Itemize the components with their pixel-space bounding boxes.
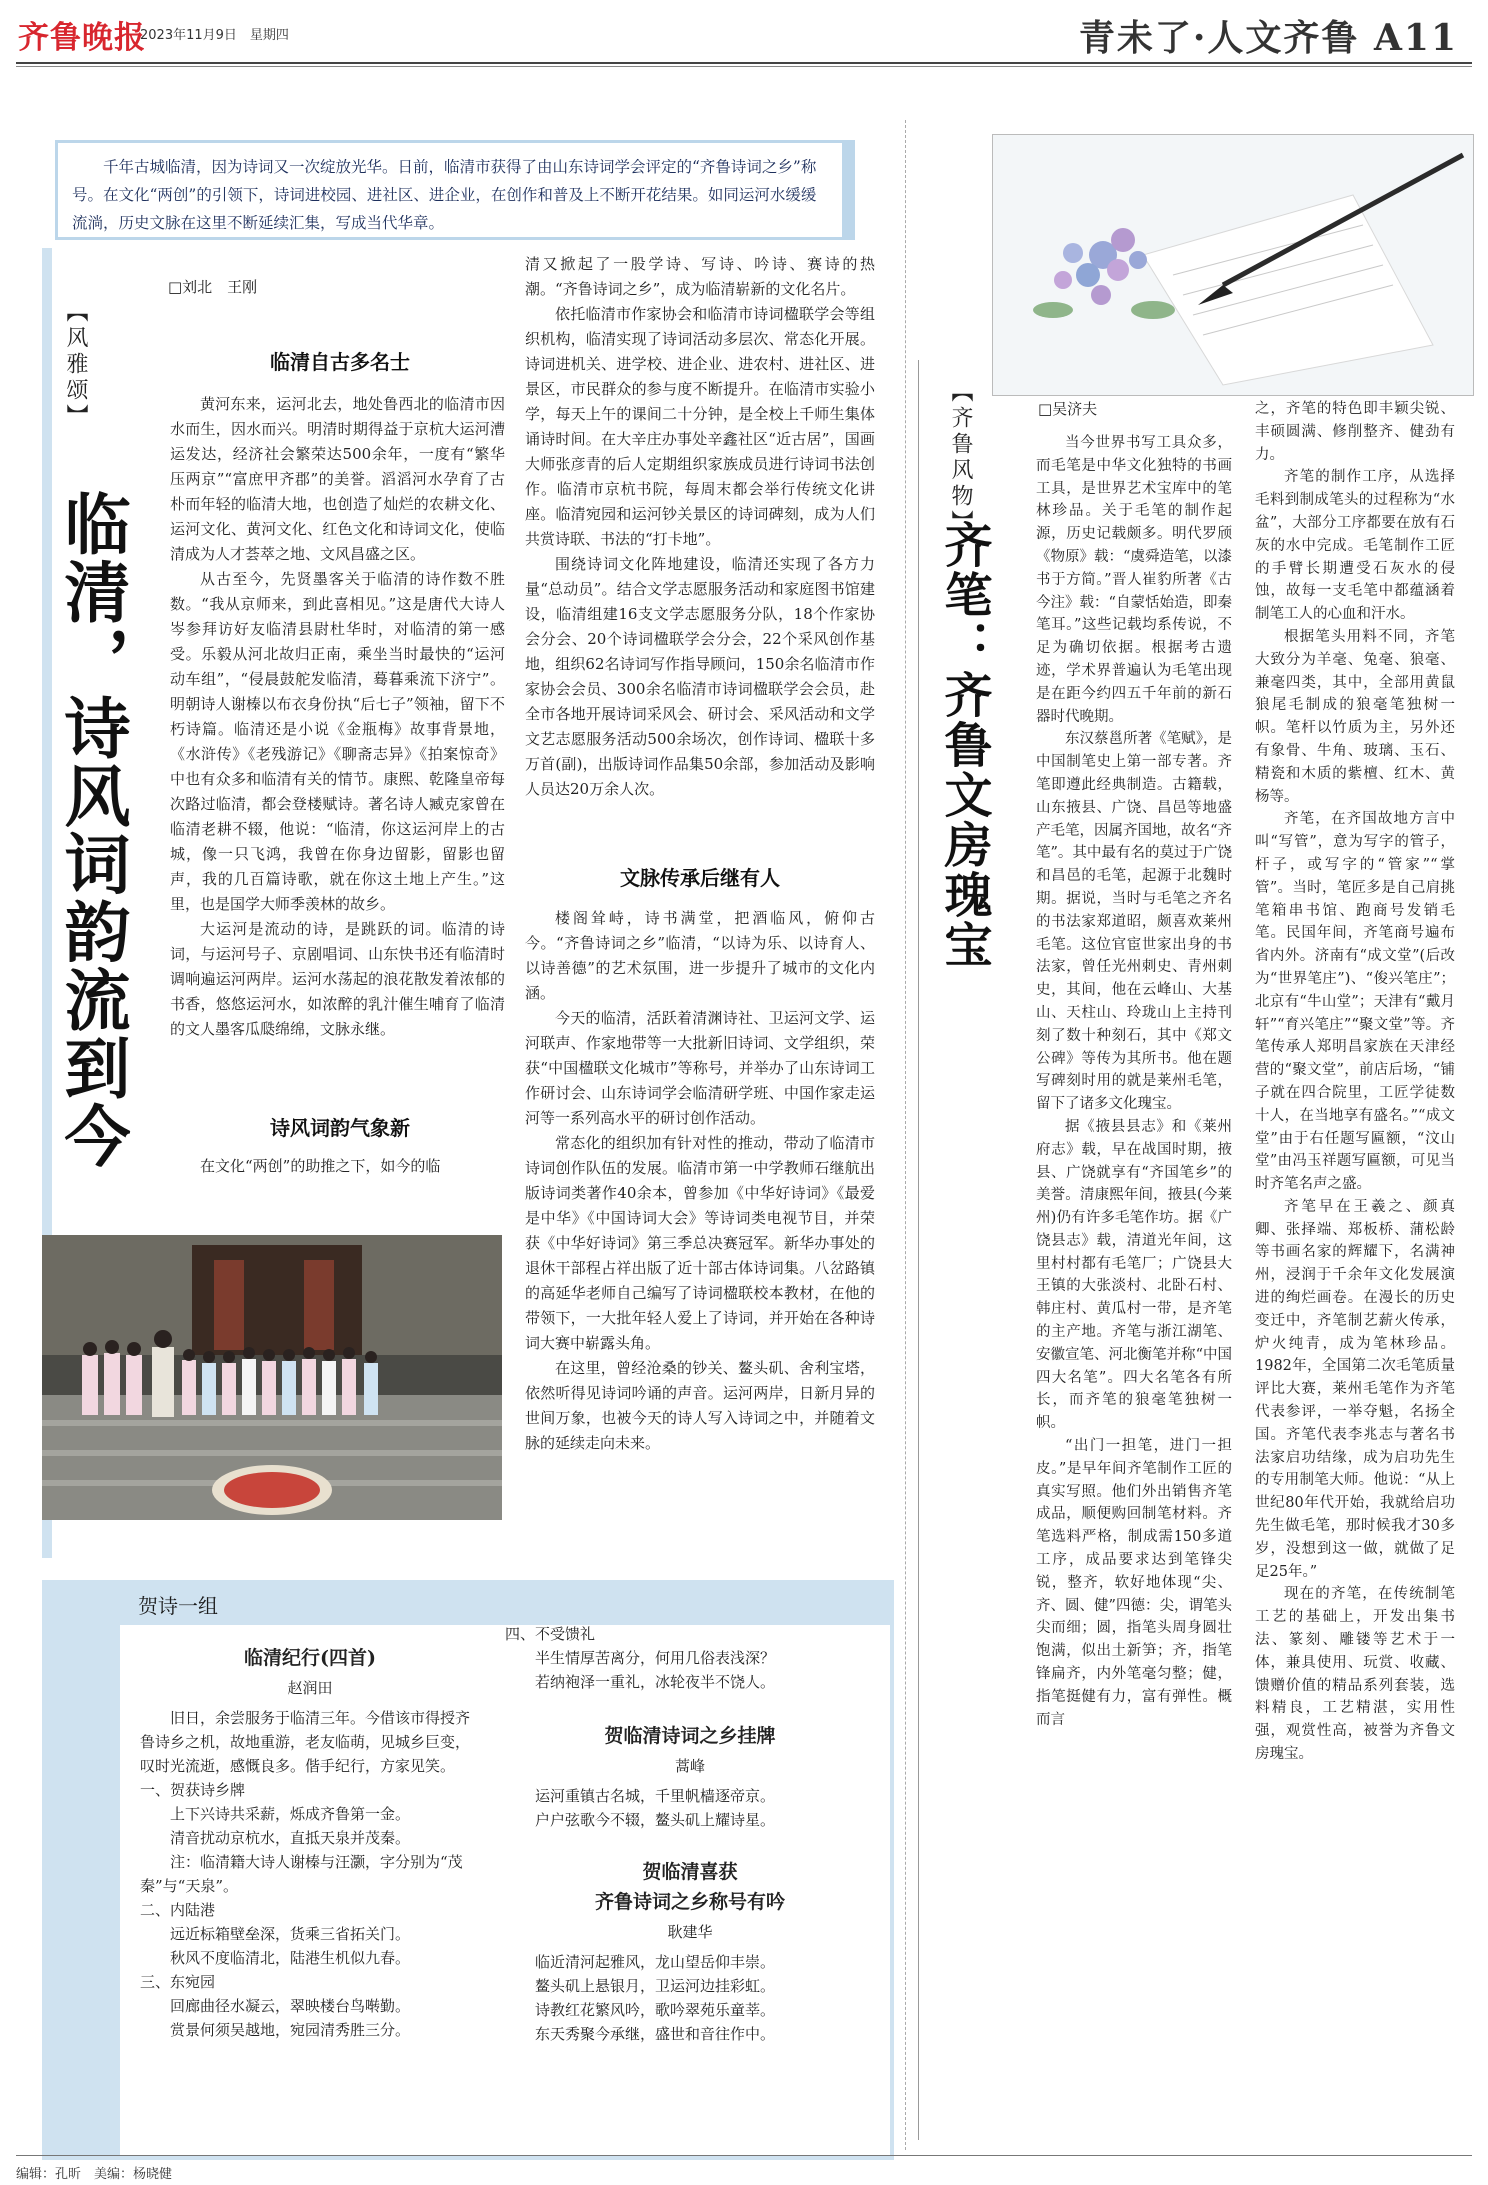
poem-1: [140, 1640, 480, 2042]
poem-author: 赵润田: [287, 1679, 333, 1697]
poem-line: 诗教红花繁风吟，歌吟翠苑乐童莘。: [535, 2001, 776, 2019]
paragraph: 东汉蔡邕所著《笔赋》，是中国制笔史上第一部专著。齐笔即遵此经典制造。古籍载，山东掖县、广饶、昌邑等地盛产毛笔，因属齐国地，故名“齐笔”。其中最有名的莫过于广饶和昌邑的毛笔，起源于北魏时期。据说，当时与毛笔之齐名的书法家郑道昭，颇喜欢莱州毛笔。这位官宦世家出身的书法家，曾任光州刺史、青州刺史，其间，他在云峰山、大基山、天柱山、玲珑山上主持刊刻了数十种刻石，其中《郑文公碑》等传为其所书。他在题写碑刻时用的就是莱州毛笔，留下了诸多文化瑰宝。: [1036, 731, 1232, 1113]
poem-line: 户户弦歌今不辍，鳌头矶上耀诗星。: [535, 1811, 776, 1829]
poem-title: 贺临清诗词之乡挂牌: [604, 1725, 776, 1747]
poem-line: 临近清河起雅风，龙山望岳仰丰崇。: [535, 1953, 776, 1971]
paragraph: 齐笔早在王羲之、颜真卿、张择端、郑板桥、蒲松龄等书画名家的辉耀下，名满神州，浸润于千余年文化发展演进的绚烂画卷。在漫长的历史变迁中，齐笔制艺薪火传承，炉火纯青，成为笔林珍品。1982年，全国第二次毛笔质量评比大赛，莱州毛笔作为齐笔代表参评，一举夺魁，名扬全国。齐笔代表李兆志与著名书法家启功结缘，成为启功先生的专用制笔大师。他说：“从上世纪80年代开始，我就给启功先生做毛笔，那时候我才30多岁，没想到这一做，就做了足足25年。”: [1255, 1198, 1455, 1580]
illustration-frame: [992, 134, 1474, 396]
paragraph: 常态化的组织加有针对性的推动，带动了临清市诗词创作队伍的发展。临清市第一中学教师石继航出版诗词类著作40余本，曾参加《中华好诗词》《最爱是中华》《中国诗词大会》等诗词类电视节目，并荣获《中华好诗词》第三季总决赛冠军。新华办事处的退休干部程占祥出版了近十部古体诗词集。八岔路镇的高延华老师自己编写了诗词楹联校本教材，在他的带领下，一大批年轻人爱上了诗词，并开始在各种诗词大赛中崭露头角。: [525, 1134, 875, 1352]
poem-line: 运河重镇古名城，千里帆樯逐帝京。: [535, 1787, 776, 1805]
column-rule: [918, 360, 919, 2140]
paragraph: 在这里，曾经沧桑的钞关、鳌头矶、舍利宝塔，依然听得见诗词吟诵的声音。运河两岸，日新月异的世间万象，也被今天的诗人写入诗词之中，并随着文脉的延续走向未来。: [525, 1359, 875, 1452]
poem-1-continued: [505, 1622, 875, 2046]
section-title: 青未了·人文齐鲁 A11: [1078, 17, 1458, 59]
poem-line: 秋风不度临清北，陆港生机似九春。: [170, 1949, 411, 1967]
article-title: 齐笔：齐鲁文房瑰宝: [936, 520, 992, 970]
poem-line: 清音扰动京杭水，直抵天泉并茂秦。: [170, 1829, 411, 1847]
paragraph: 之，齐笔的特色即丰颖尖锐、丰硕圆满、修削整齐、健劲有力。: [1255, 401, 1455, 463]
poem-section-heading: 一、贺获诗乡牌: [140, 1781, 246, 1799]
poem-intro: 旧日，余尝服务于临清三年。今借该市得授齐鲁诗乡之机，故地重游，老友临萌，见城乡巨变，叹时光流逝，感慨良多。偕手纪行，方家见笑。: [140, 1709, 471, 1775]
subheading: 临清自古多名士: [270, 350, 410, 374]
event-photo: [42, 1235, 502, 1520]
column-tag: 【齐鲁风物】: [948, 380, 973, 536]
article-column-3: [1036, 432, 1232, 1731]
paragraph: 当今世界书写工具众多，而毛笔是中华文化独特的书画工具，是世界艺术宝库中的笔林珍品。关于毛笔的制作起源，历史记载颇多。明代罗颀《物原》载：“虞舜造笔，以漆书于方简。”晋人崔豹所著《古今注》载：“自蒙恬始造，即秦笔耳。”这些记载均系传说，不足为确切依据。根据考古遗迹，学术界普遍认为毛笔出现是在距今约四五千年前的新石器时代晚期。: [1036, 435, 1232, 725]
article-column-4: [1255, 398, 1455, 1766]
poem-line: 半生情厚苦离分，何用几俗表浅深？: [535, 1649, 776, 1667]
column-tag: 【风雅颂】: [63, 300, 88, 430]
article-column-1-end: [170, 1154, 505, 1179]
poem-line: 东天秀聚今承继，盛世和音往作中。: [535, 2025, 776, 2043]
poem-section-heading: 四、不受馈礼: [505, 1625, 596, 1643]
poem-line: 若纳袍泽一重礼，冰轮夜半不饶人。: [535, 1673, 776, 1691]
poem-title: 齐鲁诗词之乡称号有吟: [594, 1891, 785, 1913]
paragraph: 黄河东来，运河北去，地处鲁西北的临清市因水而生，因水而兴。明清时期得益于京杭大运河漕运发达，经济社会繁荣达500余年，一度有“繁华压两京”“富庶甲齐郡”的美誉。滔滔河水孕育了古朴而年轻的临清大地，也创造了灿烂的农耕文化、运河文化、黄河文化、红色文化和诗词文化，使临清成为人才荟萃之地、文风昌盛之区。: [170, 395, 505, 563]
article-byline: □刘北 王刚: [168, 278, 258, 296]
paragraph: 依托临清市作家协会和临清市诗词楹联学会等组织机构，临清实现了诗词活动多层次、常态化开展。诗词进机关、进学校、进企业、进农村、进社区、进景区，市民群众的参与度不断提升。在临清市实验小学，每天上午的课间二十分钟，是全校上千师生集体诵诗时间。在大辛庄办事处辛鑫社区“近古居”，国画大师张彦青的后人定期组织家族成员进行诗词书法创作。临清市京杭书院，每周末都会举行传统文化讲座。临清宛园和运河钞关景区的诗词碑刻，成为人们共赏诗联、书法的“打卡地”。: [525, 305, 875, 548]
poem-title: 临清纪行(四首): [244, 1647, 376, 1669]
poem-line: 赏景何须吴越地，宛园清秀胜三分。: [170, 2021, 411, 2039]
paragraph: 从古至今，先贤墨客关于临清的诗作数不胜数。“我从京师来，到此喜相见。”这是唐代大诗人岑参拜访好友临清县尉杜华时，对临清的第一感受。乐毅从河北故归正南，乘坐当时最快的“运河动车组”，“侵晨鼓舵发临清，蓦暮乘流下济宁”。明朝诗人谢榛以布衣身份执“后七子”领袖，留下不朽诗篇。临清还是小说《金瓶梅》故事背景地，《水浒传》《老残游记》《聊斋志异》《拍案惊奇》中也有众多和临清有关的情节。康熙、乾隆皇帝每次路过临清，都会登楼赋诗。著名诗人臧克家曾在临清老耕不辍，他说：“临清，你这运河岸上的古城，像一只飞鸿，我曾在你身边留影，留影也留声，我的几百篇诗歌，就在你这土地上产生。”这里，也是国学大师季羡林的故乡。: [170, 570, 505, 913]
poem-section-heading: 二、内陆港: [140, 1901, 216, 1919]
subheading: 文脉传承后继有人: [620, 866, 780, 890]
lead-text: 千年古城临清，因为诗词又一次绽放光华。日前，临清市获得了由山东诗词学会评定的“齐鲁诗词之乡”称号。在文化“两创”的引领下，诗词进校园、进社区、进企业，在创作和普及上不断开花结果。如同运河水缓缓流淌，历史文脉在这里不断延续汇集，写成当代华章。: [72, 158, 817, 232]
issue-date: 2023年11月9日 星期四: [140, 28, 289, 43]
paragraph: 齐笔，在齐国故地方言中叫“写管”，意为写字的管子，杆子，或写字的“管家”“掌管”。当时，笔匠多是自己肩挑笔箱串书馆、跑商号发销毛笔。民国年间，齐笔商号遍布省内外。济南有“成文堂”(后改为“世界笔庄”)、“俊兴笔庄”；北京有“牛山堂”；天津有“戴月轩”“育兴笔庄”“聚文堂”等。齐笔传承人郑明昌家族在天津经营的“聚文堂”，前店后场，“铺子就在四合院里，工匠学徒数十人，在当地享有盛名。”“成文堂”由于右任题写匾额，“汶山堂”由冯玉祥题写匾额，可见当时齐笔名声之盛。: [1255, 811, 1455, 1193]
brush-illustration: [993, 135, 1473, 395]
paragraph: “出门一担笔，进门一担皮。”是早年间齐笔制作工匠的真实写照。他们外出销售齐笔成品，顺便购回制笔材料。齐笔选料严格，制成需150多道工序，成品要求达到笔锋尖锐，整齐，软好地体现“尖、齐、圆、健”四德：尖，谓笔头尖而细；圆，指笔头周身圆壮饱满，似出土新笋；齐，指笔锋扁齐，内外笔毫匀整；健，指笔挺健有力，富有弹性。概而言: [1036, 1438, 1232, 1728]
poem-title: 贺临清喜获: [642, 1861, 738, 1883]
subheading: 诗风词韵气象新: [270, 1116, 410, 1140]
column-divider: [905, 120, 906, 2150]
footer-rule: [16, 2155, 1472, 2156]
newspaper-logo: 齐鲁晚报: [18, 20, 146, 56]
paragraph: 在文化“两创”的助推之下，如今的临: [200, 1157, 441, 1175]
editor-credits: 编辑：孔昕 美编：杨晓健: [16, 2167, 173, 2182]
poem-line: 回廊曲径水凝云，翠映楼台鸟啭勤。: [170, 1997, 411, 2015]
article-column-2: [525, 252, 875, 802]
paragraph: 据《掖县县志》和《莱州府志》载，早在战国时期，掖县、广饶就享有“齐国笔乡”的美誉。清康熙年间，掖县(今莱州)仍有许多毛笔作坊。据《广饶县志》载，清道光年间，这里村村都有毛笔厂；广饶县大王镇的大张淡村、北卧石村、韩庄村、黄瓜村一带，是齐笔的主产地。齐笔与浙江湖笔、安徽宣笔、河北衡笔并称“中国四大名笔”。四大名笔各有所长，而齐笔的狼毫笔独树一帜。: [1036, 1118, 1232, 1432]
poem-note: 注：临清籍大诗人谢榛与汪灏，字分别为“茂秦”与“天泉”。: [140, 1853, 463, 1895]
poem-author: 耿建华: [667, 1923, 713, 1941]
paragraph: 大运河是流动的诗，是跳跃的词。临清的诗词，与运河号子、京剧唱词、山东快书还有临清时调响遍运河两岸。运河水荡起的浪花散发着浓郁的书香，悠悠运河水，如浓醉的乳汁催生哺育了临清的文人墨客瓜瓞绵绵，文脉永继。: [170, 920, 505, 1038]
paragraph: 楼阁耸峙，诗书满堂，把酒临风，俯仰古今。“齐鲁诗词之乡”临清，“以诗为乐、以诗育人、以诗善德”的艺术氛围，进一步提升了城市的文化内涵。: [525, 909, 875, 1002]
article-column-1: [170, 392, 505, 1042]
poem-line: 鳌头矶上悬银月，卫运河边挂彩虹。: [535, 1977, 776, 1995]
paragraph: 围绕诗词文化阵地建设，临清还实现了各方力量“总动员”。结合文学志愿服务活动和家庭图书馆建设，临清组建16支文学志愿服务分队，18个作家协会分会、20个诗词楹联学会分会，22个采风创作基地，组织62名诗词写作指导顾问，150余名临清市作家协会会员、300余名临清市诗词楹联学会会员，赴全市各地开展诗词采风会、研讨会、采风活动和文学文艺志愿服务活动500余场次，创作诗词、楹联十多万首(副)，出版诗词作品集50余部，参加活动及影响人员达20万余人次。: [525, 555, 875, 798]
paragraph: 清又掀起了一股学诗、写诗、吟诗、赛诗的热潮。“齐鲁诗词之乡”，成为临清崭新的文化名片。: [525, 255, 875, 298]
header-rule: [16, 62, 1472, 64]
paragraph: 根据笔头用料不同，齐笔大致分为羊毫、兔毫、狼毫、兼毫四类，其中，全部用黄鼠狼尾毛制成的狼毫笔独树一帜。笔杆以竹质为主，另外还有象骨、牛角、玻璃、玉石、精瓷和木质的紫檀、红木、黄杨等。: [1255, 628, 1455, 805]
paragraph: 现在的齐笔，在传统制笔工艺的基础上，开发出集书法、篆刻、雕镂等艺术于一体，兼具使用、玩赏、收藏、馈赠价值的精品系列套装，选料精良，工艺精湛，实用性强，观赏性高，被誉为齐鲁文房瑰宝。: [1255, 1586, 1455, 1763]
article-title: 临清，诗风词韵流到今: [53, 490, 131, 1170]
article-byline: □吴济夫: [1038, 400, 1098, 418]
article-column-2b: [525, 906, 875, 1456]
paragraph: 齐笔的制作工序，从选择毛料到制成笔头的过程称为“水盆”，大部分工序都要在放有石灰的水中完成。毛笔制作工匠的手臂长期遭受石灰水的侵蚀，故每一支毛笔中都蕴涵着制笔工人的心血和汗水。: [1255, 469, 1455, 623]
poems-section-title: 贺诗一组: [138, 1594, 218, 1618]
poem-line: 远近标箱壁垒深，货乘三省拓关门。: [170, 1925, 411, 1943]
poem-section-heading: 三、东宛园: [140, 1973, 216, 1991]
header-rule-thin: [16, 66, 1472, 67]
poem-line: 上下兴诗共采薪，烁成齐鲁第一金。: [170, 1805, 411, 1823]
paragraph: 今天的临清，活跃着清渊诗社、卫运河文学、运河联声、作家地带等一大批新旧诗词、文学组织，荣获“中国楹联文化城市”等称号，并举办了山东诗词工作研讨会、山东诗词学会临清研学班、中国作家走运河等一系列高水平的研讨创作活动。: [525, 1009, 875, 1127]
poem-author: 蒿峰: [674, 1757, 705, 1775]
lead-box: [58, 143, 842, 237]
